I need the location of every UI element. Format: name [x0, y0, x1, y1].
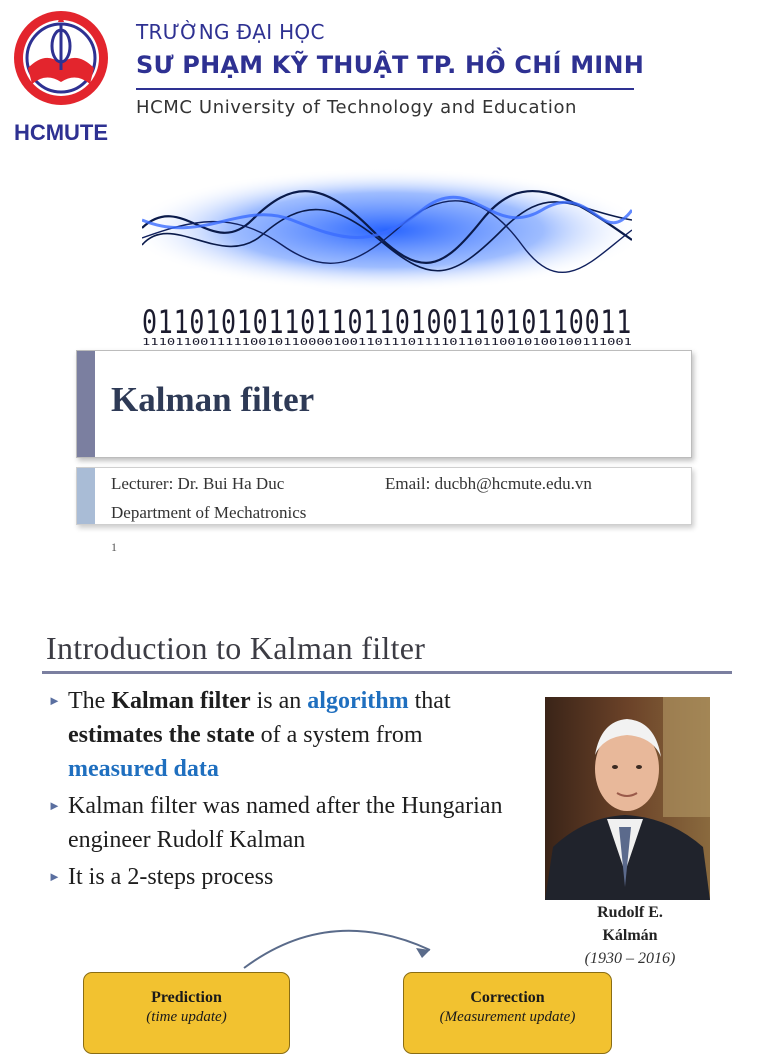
slide-title: Kalman filter	[111, 380, 315, 419]
hcmute-logo	[6, 6, 116, 146]
bullet-arrow-icon: ►	[48, 869, 61, 884]
section-title-underline	[42, 671, 732, 674]
prediction-step-box	[83, 972, 290, 1054]
signal-banner-image	[142, 150, 632, 345]
section-title: Introduction to Kalman filter	[46, 630, 426, 666]
correction-step-sub: (Measurement update)	[439, 1009, 576, 1025]
binary-row-small: 11101100111110010110000100110111011110110110010100100111001	[142, 337, 632, 345]
page-number: 1	[111, 540, 117, 554]
info-accent-bar	[77, 468, 95, 524]
prediction-step-label: Prediction	[151, 989, 222, 1006]
university-name-en: HCMC University of Technology and Education	[136, 97, 578, 118]
header-divider	[136, 88, 634, 90]
bullet-item: ► Kalman filter was named after the Hungarian engineer Rudolf Kalman	[46, 789, 521, 857]
bullet-arrow-icon: ►	[48, 693, 61, 708]
bullet-item: ► It is a 2-steps process	[46, 860, 521, 894]
prediction-step-sub: (time update)	[146, 1009, 227, 1025]
lecturer-info-panel	[76, 467, 692, 525]
portrait-caption-name-line1: Rudolf E.	[597, 904, 663, 921]
university-name-vn-line2: SƯ PHẠM KỸ THUẬT TP. HỒ CHÍ MINH	[136, 51, 644, 79]
university-name-vn-line1: TRƯỜNG ĐẠI HỌC	[136, 20, 325, 44]
portrait-caption-years: (1930 – 2016)	[584, 950, 676, 967]
title-panel	[76, 350, 692, 458]
portrait-caption-name-line2: Kálmán	[602, 927, 658, 944]
correction-step-label: Correction	[470, 989, 545, 1006]
cycle-arrow-icon	[230, 922, 445, 972]
bullet-item: ► The Kalman filter is an algorithm that estimates the state of a system from measured data	[46, 684, 521, 786]
logo-text: HCMUTE	[13, 120, 109, 145]
binary-row-large: 0110101011011011010011010110011	[142, 303, 632, 341]
lecturer-email: Email: ducbh@hcmute.edu.vn	[385, 474, 592, 493]
rudolf-kalman-portrait	[545, 697, 710, 900]
lecturer-name: Lecturer: Dr. Bui Ha Duc	[111, 474, 285, 493]
correction-step-box	[403, 972, 612, 1054]
bullet-arrow-icon: ►	[48, 798, 61, 813]
title-accent-bar	[77, 351, 95, 457]
bullet-list	[46, 684, 521, 897]
department-name: Department of Mechatronics	[111, 503, 307, 522]
